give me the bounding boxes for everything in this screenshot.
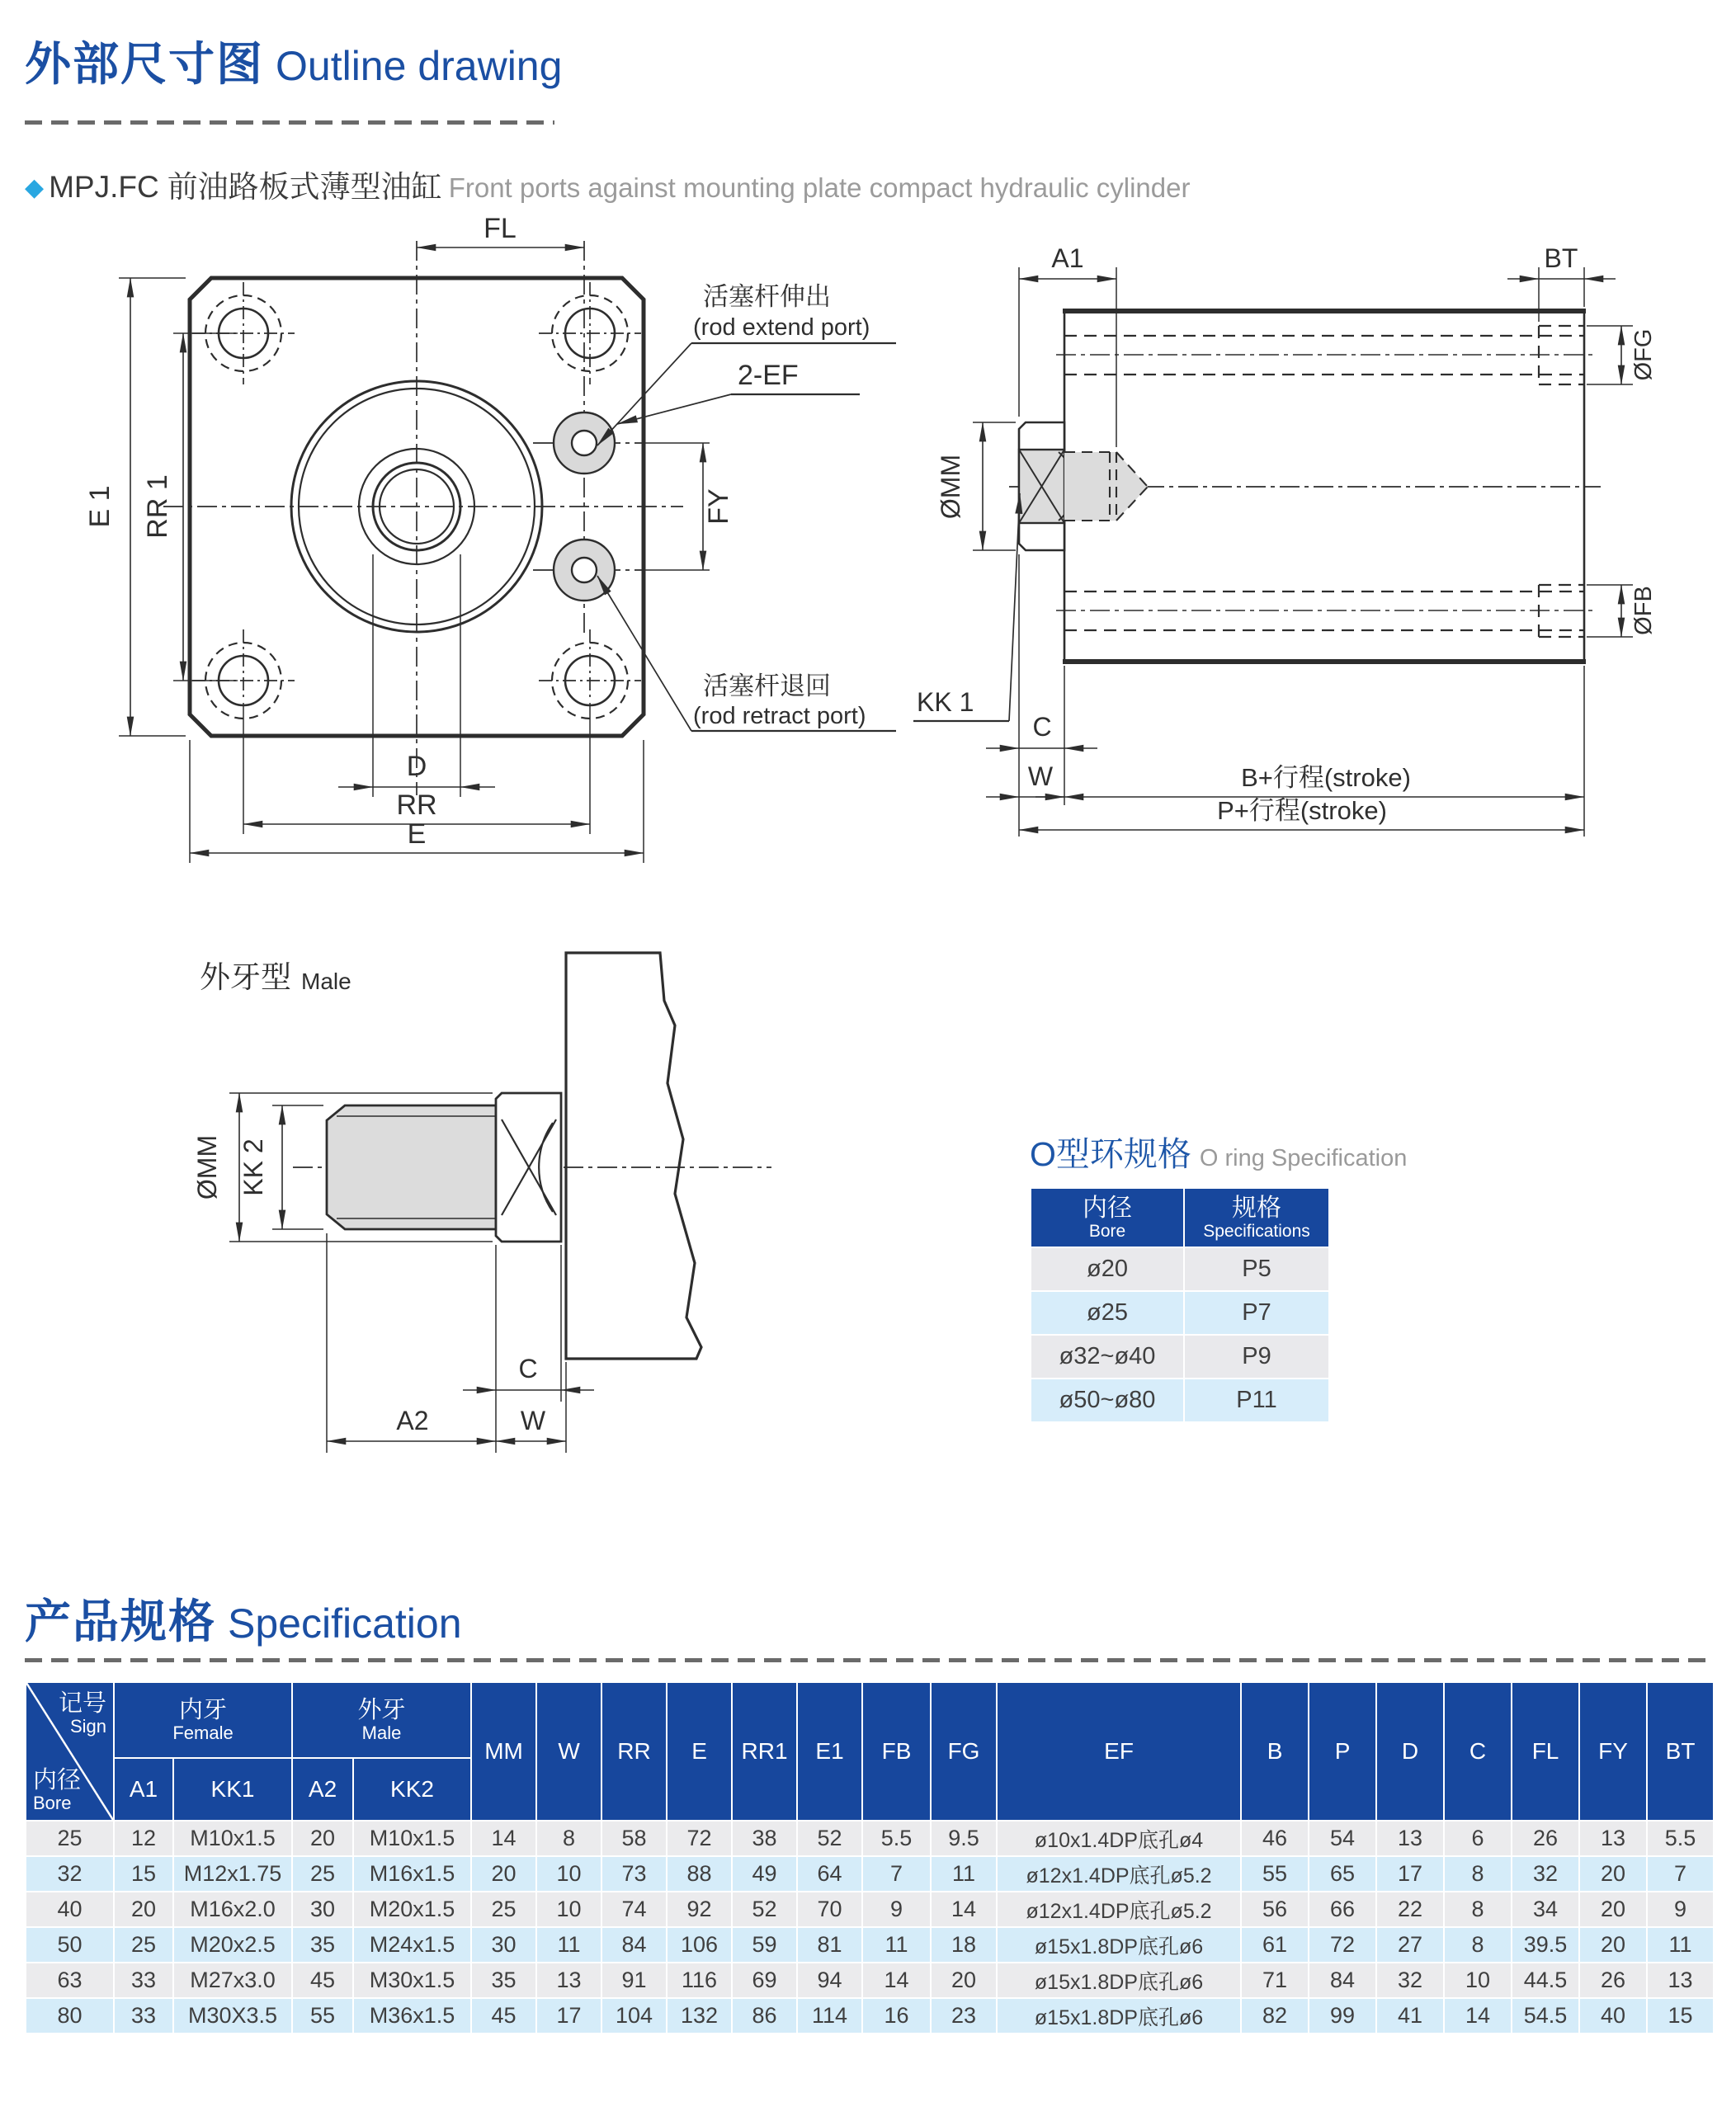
spec-cell: 91 xyxy=(601,1963,667,1998)
mounting-wall-section xyxy=(566,953,701,1359)
spec-cell: 25 xyxy=(114,1927,173,1963)
spec-cell-ef: ø15x1.8DP底孔ø6 xyxy=(997,1963,1241,1998)
oring-title xyxy=(1030,1127,1408,1176)
oring-bore-value: ø32~ø40 xyxy=(1031,1335,1184,1379)
spec-col-w: W xyxy=(536,1682,601,1821)
spec-col-b: B xyxy=(1241,1682,1309,1821)
dim-label-a2: A2 xyxy=(396,1406,429,1435)
spec-cell: 25 xyxy=(26,1821,114,1856)
spec-cell: 74 xyxy=(601,1892,667,1927)
dim-label-rr: RR xyxy=(396,789,437,821)
spec-cell: 35 xyxy=(292,1927,353,1963)
spec-cell: 17 xyxy=(536,1998,601,2034)
spec-cell: 52 xyxy=(732,1892,797,1927)
diamond-bullet-icon: ◆ xyxy=(25,174,45,201)
spec-cell: 25 xyxy=(471,1892,536,1927)
spec-cell: 84 xyxy=(601,1927,667,1963)
spec-cell: 15 xyxy=(114,1856,173,1892)
spec-col-fl: FL xyxy=(1512,1682,1579,1821)
spec-title-en: Specification xyxy=(228,1600,462,1647)
spec-cell: 84 xyxy=(1309,1963,1376,1998)
spec-cell: 11 xyxy=(862,1927,931,1963)
dim-label-e1: E 1 xyxy=(84,485,116,528)
spec-cell: 86 xyxy=(732,1998,797,2034)
oring-spec-block xyxy=(1030,1127,1408,1423)
spec-cell: M16x1.5 xyxy=(353,1856,471,1892)
oring-spec-value: P5 xyxy=(1184,1247,1329,1291)
dim-label-rr1: RR 1 xyxy=(142,474,173,539)
spec-col-fb: FB xyxy=(862,1682,931,1821)
oring-bore-value: ø50~ø80 xyxy=(1031,1379,1184,1422)
spec-cell: 9 xyxy=(862,1892,931,1927)
spec-cell: 58 xyxy=(601,1821,667,1856)
oring-bore-value: ø25 xyxy=(1031,1291,1184,1335)
oring-bore-value: ø20 xyxy=(1031,1247,1184,1291)
spec-cell: 14 xyxy=(1444,1998,1512,2034)
dim-label-w: W xyxy=(1027,761,1054,791)
spec-cell: 49 xyxy=(732,1856,797,1892)
page-title-zh: 外部尺寸图 xyxy=(25,38,264,90)
corner-sign-zh: 记号 xyxy=(58,1690,106,1717)
dim-label-bt: BT xyxy=(1544,243,1578,273)
spec-cell: 72 xyxy=(667,1821,732,1856)
spec-cell-ef: ø15x1.8DP底孔ø6 xyxy=(997,1998,1241,2034)
corner-bore xyxy=(33,1768,81,1813)
dim-label-fy: FY xyxy=(703,488,734,525)
spec-cell: 40 xyxy=(26,1892,114,1927)
spec-cell: 16 xyxy=(862,1998,931,2034)
product-name-en: Front ports against mounting plate compact hydraulic cylinder xyxy=(448,172,1191,203)
spec-cell: 20 xyxy=(1579,1927,1647,1963)
spec-cell: 8 xyxy=(1444,1927,1512,1963)
spec-cell: 33 xyxy=(114,1963,173,1998)
spec-col-kk2: KK2 xyxy=(353,1758,471,1821)
spec-cell: 13 xyxy=(536,1963,601,1998)
spec-group-male xyxy=(292,1682,471,1758)
label-2ef: 2-EF xyxy=(738,360,799,391)
spec-cell: 72 xyxy=(1309,1927,1376,1963)
male-title-en: Male xyxy=(301,969,351,994)
spec-cell: 13 xyxy=(1376,1821,1444,1856)
spec-row-25 xyxy=(26,1821,1714,1856)
spec-group-female xyxy=(114,1682,292,1758)
corner-bore-zh: 内径 xyxy=(33,1767,82,1793)
dim-label-c2: C xyxy=(518,1354,538,1383)
dim-label-fb: ØFB xyxy=(1630,586,1657,635)
spec-cell: 11 xyxy=(1647,1927,1714,1963)
dim-label-fg: ØFG xyxy=(1630,328,1657,381)
spec-col-mm: MM xyxy=(471,1682,536,1821)
spec-cell: 13 xyxy=(1647,1963,1714,1998)
spec-cell: 99 xyxy=(1309,1998,1376,2034)
spec-cell: 114 xyxy=(797,1998,862,2034)
spec-cell: 10 xyxy=(536,1856,601,1892)
male-title-zh: 外牙型 xyxy=(200,960,291,994)
spec-cell: 46 xyxy=(1241,1821,1309,1856)
spec-cell: 80 xyxy=(26,1998,114,2034)
spec-cell: 54 xyxy=(1309,1821,1376,1856)
spec-cell: 66 xyxy=(1309,1892,1376,1927)
spec-col-fg: FG xyxy=(931,1682,997,1821)
spec-cell: 20 xyxy=(471,1856,536,1892)
spec-cell: M20x1.5 xyxy=(353,1892,471,1927)
spec-col-fy: FY xyxy=(1579,1682,1647,1821)
oring-spec-value: P7 xyxy=(1184,1291,1329,1335)
spec-col-rr1: RR1 xyxy=(732,1682,797,1821)
label-kk1: KK 1 xyxy=(917,687,974,717)
spec-cell: 11 xyxy=(931,1856,997,1892)
spec-cell: 9 xyxy=(1647,1892,1714,1927)
spec-cell: 17 xyxy=(1376,1856,1444,1892)
spec-cell: 70 xyxy=(797,1892,862,1927)
oring-table xyxy=(1030,1187,1330,1423)
spec-cell: 88 xyxy=(667,1856,732,1892)
spec-col-e1: E1 xyxy=(797,1682,862,1821)
dim-label-e: E xyxy=(407,818,427,850)
spec-cell: 59 xyxy=(732,1927,797,1963)
spec-cell: M10x1.5 xyxy=(353,1821,471,1856)
spec-cell: 44.5 xyxy=(1512,1963,1579,1998)
oring-col-bore-zh: 内径 xyxy=(1083,1194,1132,1222)
spec-cell: M10x1.5 xyxy=(173,1821,292,1856)
spec-corner-cell xyxy=(26,1682,114,1821)
spec-row-50 xyxy=(26,1927,1714,1963)
oring-row xyxy=(1031,1291,1329,1335)
oring-title-zh: O型环规格 xyxy=(1030,1135,1191,1173)
spec-cell: 32 xyxy=(26,1856,114,1892)
spec-row-32 xyxy=(26,1856,1714,1892)
spec-cell: M36x1.5 xyxy=(353,1998,471,2034)
oring-header-row xyxy=(1031,1188,1329,1247)
spec-col-c: C xyxy=(1444,1682,1512,1821)
spec-cell-ef: ø12x1.4DP底孔ø5.2 xyxy=(997,1856,1241,1892)
spec-cell: 18 xyxy=(931,1927,997,1963)
dim-label-kk2: KK 2 xyxy=(238,1138,268,1196)
spec-cell: 81 xyxy=(797,1927,862,1963)
spec-cell: 20 xyxy=(1579,1856,1647,1892)
spec-cell: 8 xyxy=(1444,1856,1512,1892)
spec-col-rr: RR xyxy=(601,1682,667,1821)
spec-col-kk1: KK1 xyxy=(173,1758,292,1821)
corner-bore-en: Bore xyxy=(33,1793,72,1813)
spec-col-p: P xyxy=(1309,1682,1376,1821)
oring-col-bore xyxy=(1031,1188,1184,1247)
oring-row xyxy=(1031,1247,1329,1291)
spec-cell: 20 xyxy=(931,1963,997,1998)
spec-table xyxy=(25,1681,1715,2034)
spec-cell: 56 xyxy=(1241,1892,1309,1927)
spec-col-d: D xyxy=(1376,1682,1444,1821)
dim-label-b-stroke: B+行程(stroke) xyxy=(1241,763,1411,792)
spec-cell: 32 xyxy=(1512,1856,1579,1892)
spec-cell: M24x1.5 xyxy=(353,1927,471,1963)
spec-cell: 14 xyxy=(931,1892,997,1927)
spec-title-zh: 产品规格 xyxy=(25,1595,216,1647)
spec-cell: M16x2.0 xyxy=(173,1892,292,1927)
spec-cell: 20 xyxy=(292,1821,353,1856)
page-title-en: Outline drawing xyxy=(276,43,563,89)
spec-cell: 13 xyxy=(1579,1821,1647,1856)
spec-cell: 6 xyxy=(1444,1821,1512,1856)
spec-cell: 8 xyxy=(536,1821,601,1856)
spec-cell: 39.5 xyxy=(1512,1927,1579,1963)
spec-col-a2: A2 xyxy=(292,1758,353,1821)
spec-cell: 14 xyxy=(862,1963,931,1998)
spec-cell: 20 xyxy=(1579,1892,1647,1927)
spec-cell: 55 xyxy=(292,1998,353,2034)
dim-label-c: C xyxy=(1032,712,1052,742)
spec-cell: 7 xyxy=(1647,1856,1714,1892)
spec-cell: 106 xyxy=(667,1927,732,1963)
dim-label-w2: W xyxy=(520,1406,546,1435)
oring-row xyxy=(1031,1335,1329,1379)
group-male-en: Male xyxy=(361,1722,402,1743)
spec-cell-ef: ø12x1.4DP底孔ø5.2 xyxy=(997,1892,1241,1927)
spec-col-a1: A1 xyxy=(114,1758,173,1821)
spec-cell: 33 xyxy=(114,1998,173,2034)
oring-col-spec xyxy=(1184,1188,1329,1247)
spec-cell-ef: ø15x1.8DP底孔ø6 xyxy=(997,1927,1241,1963)
spec-cell: 20 xyxy=(114,1892,173,1927)
spec-cell: 55 xyxy=(1241,1856,1309,1892)
product-subtitle xyxy=(25,162,1190,206)
spec-row-80 xyxy=(26,1998,1714,2034)
page-title xyxy=(25,28,562,94)
male-thread-stub xyxy=(327,1105,496,1229)
spec-cell: 30 xyxy=(292,1892,353,1927)
oring-col-bore-en: Bore xyxy=(1088,1221,1126,1241)
label-rod-extend-zh: 活塞杆伸出 xyxy=(703,282,831,311)
spec-cell: 22 xyxy=(1376,1892,1444,1927)
spec-cell: 64 xyxy=(797,1856,862,1892)
title-dash-rule xyxy=(25,120,554,125)
spec-cell: 41 xyxy=(1376,1998,1444,2034)
group-female-zh: 内牙 xyxy=(179,1696,228,1723)
spec-cell-ef: ø10x1.4DP底孔ø4 xyxy=(997,1821,1241,1856)
spec-cell: 82 xyxy=(1241,1998,1309,2034)
spec-cell: M30X3.5 xyxy=(173,1998,292,2034)
label-rod-retract-zh: 活塞杆退回 xyxy=(703,672,831,700)
product-name-zh: 前油路板式薄型油缸 xyxy=(167,170,442,204)
spec-cell: 7 xyxy=(862,1856,931,1892)
dim-label-a1: A1 xyxy=(1051,243,1084,273)
oring-spec-value: P9 xyxy=(1184,1335,1329,1379)
spec-cell: 104 xyxy=(601,1998,667,2034)
oring-title-en: O ring Specification xyxy=(1199,1145,1408,1171)
spec-dash-rule xyxy=(25,1658,1713,1662)
spec-cell: 26 xyxy=(1579,1963,1647,1998)
spec-cell: 9.5 xyxy=(931,1821,997,1856)
spec-cell: 116 xyxy=(667,1963,732,1998)
spec-cell: 14 xyxy=(471,1821,536,1856)
spec-cell: 63 xyxy=(26,1963,114,1998)
spec-cell: 50 xyxy=(26,1927,114,1963)
oring-col-spec-zh: 规格 xyxy=(1232,1194,1281,1222)
rod-end-collar xyxy=(496,1093,561,1242)
corner-sign-en: Sign xyxy=(69,1716,106,1737)
dim-label-mm: ØMM xyxy=(936,454,965,520)
front-view-drawing xyxy=(66,208,899,865)
spec-cell: 38 xyxy=(732,1821,797,1856)
spec-cell: 35 xyxy=(471,1963,536,1998)
spec-cell: 8 xyxy=(1444,1892,1512,1927)
oring-col-spec-en: Specifications xyxy=(1203,1221,1310,1241)
spec-cell: 92 xyxy=(667,1892,732,1927)
product-model: MPJ.FC xyxy=(49,170,159,204)
spec-cell: 73 xyxy=(601,1856,667,1892)
spec-cell: 54.5 xyxy=(1512,1998,1579,2034)
oring-row xyxy=(1031,1379,1329,1422)
spec-cell: 11 xyxy=(536,1927,601,1963)
corner-sign xyxy=(59,1691,106,1737)
spec-cell: 45 xyxy=(292,1963,353,1998)
side-view-drawing xyxy=(903,216,1679,841)
spec-cell: 45 xyxy=(471,1998,536,2034)
label-rod-extend-en: (rod extend port) xyxy=(693,314,870,341)
spec-cell: 23 xyxy=(931,1998,997,2034)
spec-cell: 71 xyxy=(1241,1963,1309,1998)
dim-label-mm2: ØMM xyxy=(192,1134,222,1200)
spec-row-63 xyxy=(26,1963,1714,1998)
spec-cell: 132 xyxy=(667,1998,732,2034)
spec-cell: 94 xyxy=(797,1963,862,1998)
spec-cell: 10 xyxy=(1444,1963,1512,1998)
spec-cell: 32 xyxy=(1376,1963,1444,1998)
dim-label-fl: FL xyxy=(484,213,517,244)
spec-cell: 61 xyxy=(1241,1927,1309,1963)
spec-header-row-1 xyxy=(26,1682,1714,1758)
oring-spec-value: P11 xyxy=(1184,1379,1329,1422)
group-female-en: Female xyxy=(172,1722,234,1743)
spec-cell: 10 xyxy=(536,1892,601,1927)
spec-cell: M20x2.5 xyxy=(173,1927,292,1963)
dim-label-d: D xyxy=(406,751,427,782)
group-male-zh: 外牙 xyxy=(357,1696,406,1723)
spec-cell: M30x1.5 xyxy=(353,1963,471,1998)
label-rod-retract-en: (rod retract port) xyxy=(693,703,866,729)
spec-col-bt: BT xyxy=(1647,1682,1714,1821)
spec-cell: 27 xyxy=(1376,1927,1444,1963)
spec-cell: 40 xyxy=(1579,1998,1647,2034)
dim-label-p-stroke: P+行程(stroke) xyxy=(1217,796,1387,825)
male-type-drawing xyxy=(124,895,792,1489)
spec-col-e: E xyxy=(667,1682,732,1821)
spec-cell: M27x3.0 xyxy=(173,1963,292,1998)
spec-cell: 5.5 xyxy=(862,1821,931,1856)
spec-cell: 52 xyxy=(797,1821,862,1856)
spec-cell: 5.5 xyxy=(1647,1821,1714,1856)
spec-cell: 26 xyxy=(1512,1821,1579,1856)
spec-cell: 69 xyxy=(732,1963,797,1998)
spec-cell: M12x1.75 xyxy=(173,1856,292,1892)
spec-cell: 34 xyxy=(1512,1892,1579,1927)
spec-row-40 xyxy=(26,1892,1714,1927)
spec-col-ef: EF xyxy=(997,1682,1241,1821)
spec-cell: 15 xyxy=(1647,1998,1714,2034)
spec-cell: 30 xyxy=(471,1927,536,1963)
spec-cell: 65 xyxy=(1309,1856,1376,1892)
spec-cell: 25 xyxy=(292,1856,353,1892)
spec-cell: 12 xyxy=(114,1821,173,1856)
spec-section-title xyxy=(25,1586,462,1652)
